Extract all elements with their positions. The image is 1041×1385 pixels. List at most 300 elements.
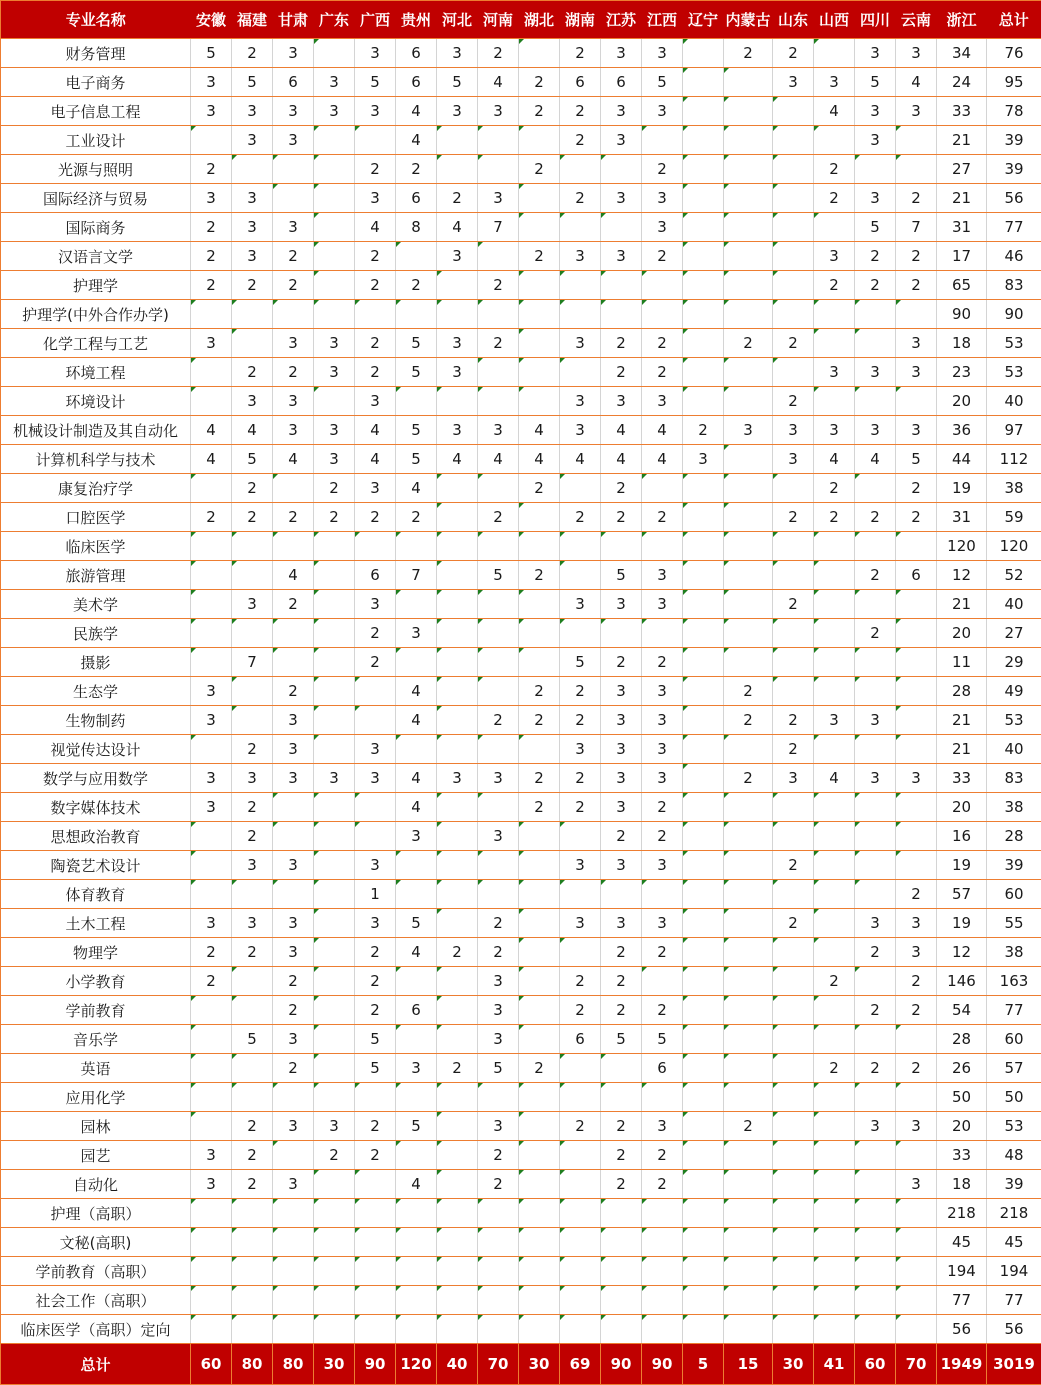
quota-cell[interactable] [683, 996, 724, 1025]
major-name-cell[interactable]: 民族学 [1, 619, 191, 648]
quota-cell[interactable]: 2 [855, 242, 896, 271]
quota-cell[interactable]: 5 [232, 1025, 273, 1054]
quota-cell[interactable] [814, 648, 855, 677]
quota-cell[interactable]: 3 [478, 967, 519, 996]
quota-cell[interactable]: 2 [232, 39, 273, 68]
column-header[interactable]: 湖南 [560, 1, 601, 39]
quota-cell[interactable]: 2 [560, 1112, 601, 1141]
quota-cell[interactable] [437, 1228, 478, 1257]
quota-cell[interactable]: 21 [937, 126, 987, 155]
quota-cell[interactable] [724, 793, 773, 822]
quota-cell[interactable] [191, 358, 232, 387]
quota-cell[interactable]: 2 [560, 503, 601, 532]
quota-cell[interactable]: 3 [314, 445, 355, 474]
quota-cell[interactable]: 2 [724, 764, 773, 793]
quota-cell[interactable]: 3 [437, 764, 478, 793]
quota-cell[interactable] [478, 1199, 519, 1228]
quota-cell[interactable] [601, 532, 642, 561]
quota-cell[interactable]: 2 [355, 967, 396, 996]
quota-cell[interactable] [519, 822, 560, 851]
quota-cell[interactable] [773, 358, 814, 387]
quota-cell[interactable]: 3 [478, 184, 519, 213]
total-cell[interactable]: 90 [642, 1344, 683, 1385]
quota-cell[interactable] [355, 1315, 396, 1344]
quota-cell[interactable] [478, 880, 519, 909]
quota-cell[interactable]: 2 [642, 938, 683, 967]
column-header[interactable]: 广西 [355, 1, 396, 39]
quota-cell[interactable] [519, 358, 560, 387]
quota-cell[interactable]: 3 [773, 68, 814, 97]
quota-cell[interactable] [683, 1054, 724, 1083]
column-header[interactable]: 辽宁 [683, 1, 724, 39]
quota-cell[interactable]: 3 [273, 938, 314, 967]
quota-cell[interactable] [896, 590, 937, 619]
quota-cell[interactable] [773, 1054, 814, 1083]
quota-cell[interactable] [896, 648, 937, 677]
quota-cell[interactable] [683, 880, 724, 909]
quota-cell[interactable]: 52 [987, 561, 1041, 590]
major-name-cell[interactable]: 视觉传达设计 [1, 735, 191, 764]
quota-cell[interactable] [896, 793, 937, 822]
quota-cell[interactable] [478, 1315, 519, 1344]
quota-cell[interactable]: 3 [560, 416, 601, 445]
column-header[interactable]: 江苏 [601, 1, 642, 39]
quota-cell[interactable]: 77 [987, 213, 1041, 242]
quota-cell[interactable]: 6 [560, 68, 601, 97]
quota-cell[interactable]: 3 [601, 764, 642, 793]
quota-cell[interactable] [773, 938, 814, 967]
quota-cell[interactable] [314, 590, 355, 619]
quota-cell[interactable] [601, 1286, 642, 1315]
quota-cell[interactable]: 2 [601, 503, 642, 532]
quota-cell[interactable] [724, 1025, 773, 1054]
quota-cell[interactable] [519, 1083, 560, 1112]
quota-cell[interactable] [314, 938, 355, 967]
quota-cell[interactable]: 4 [478, 445, 519, 474]
quota-cell[interactable]: 2 [773, 387, 814, 416]
quota-cell[interactable] [232, 329, 273, 358]
quota-cell[interactable] [437, 793, 478, 822]
quota-cell[interactable] [642, 532, 683, 561]
quota-cell[interactable]: 194 [987, 1257, 1041, 1286]
quota-cell[interactable] [814, 1170, 855, 1199]
quota-cell[interactable]: 3 [478, 97, 519, 126]
major-name-cell[interactable]: 环境设计 [1, 387, 191, 416]
quota-cell[interactable]: 3 [191, 184, 232, 213]
quota-cell[interactable]: 2 [355, 648, 396, 677]
quota-cell[interactable]: 4 [814, 764, 855, 793]
quota-cell[interactable]: 2 [773, 39, 814, 68]
quota-cell[interactable] [273, 300, 314, 329]
quota-cell[interactable] [519, 967, 560, 996]
quota-cell[interactable]: 2 [560, 706, 601, 735]
quota-cell[interactable] [855, 1199, 896, 1228]
quota-cell[interactable]: 5 [396, 909, 437, 938]
quota-cell[interactable]: 2 [601, 329, 642, 358]
quota-cell[interactable] [814, 213, 855, 242]
quota-cell[interactable] [437, 1315, 478, 1344]
quota-cell[interactable]: 28 [937, 1025, 987, 1054]
quota-cell[interactable] [855, 300, 896, 329]
major-name-cell[interactable]: 护理（高职） [1, 1199, 191, 1228]
quota-cell[interactable]: 3 [191, 1170, 232, 1199]
quota-cell[interactable] [683, 619, 724, 648]
quota-cell[interactable]: 3 [896, 1170, 937, 1199]
quota-cell[interactable] [355, 1286, 396, 1315]
quota-cell[interactable] [437, 1141, 478, 1170]
quota-cell[interactable] [191, 474, 232, 503]
quota-cell[interactable] [314, 706, 355, 735]
quota-cell[interactable]: 39 [987, 126, 1041, 155]
quota-cell[interactable] [773, 1228, 814, 1257]
quota-cell[interactable] [560, 474, 601, 503]
quota-cell[interactable] [683, 532, 724, 561]
quota-cell[interactable] [273, 1083, 314, 1112]
quota-cell[interactable] [814, 1199, 855, 1228]
quota-cell[interactable]: 7 [478, 213, 519, 242]
quota-cell[interactable]: 4 [814, 97, 855, 126]
quota-cell[interactable] [896, 1257, 937, 1286]
quota-cell[interactable]: 2 [232, 1141, 273, 1170]
total-cell[interactable]: 60 [191, 1344, 232, 1385]
quota-cell[interactable] [314, 126, 355, 155]
quota-cell[interactable] [773, 532, 814, 561]
total-cell[interactable]: 41 [814, 1344, 855, 1385]
quota-cell[interactable]: 4 [642, 445, 683, 474]
quota-cell[interactable]: 3 [773, 764, 814, 793]
quota-cell[interactable] [773, 271, 814, 300]
quota-cell[interactable]: 2 [642, 1170, 683, 1199]
quota-cell[interactable] [814, 126, 855, 155]
quota-cell[interactable]: 2 [273, 358, 314, 387]
quota-cell[interactable]: 2 [642, 503, 683, 532]
quota-cell[interactable]: 3 [232, 213, 273, 242]
quota-cell[interactable] [855, 851, 896, 880]
quota-cell[interactable]: 3 [232, 590, 273, 619]
quota-cell[interactable]: 3 [601, 677, 642, 706]
quota-cell[interactable]: 2 [355, 996, 396, 1025]
quota-cell[interactable]: 5 [396, 445, 437, 474]
quota-cell[interactable] [773, 619, 814, 648]
quota-cell[interactable]: 2 [355, 329, 396, 358]
quota-cell[interactable] [519, 1141, 560, 1170]
quota-cell[interactable]: 2 [273, 677, 314, 706]
quota-cell[interactable] [478, 155, 519, 184]
quota-cell[interactable]: 83 [987, 271, 1041, 300]
quota-cell[interactable] [642, 1315, 683, 1344]
quota-cell[interactable]: 2 [560, 677, 601, 706]
quota-cell[interactable] [683, 909, 724, 938]
quota-cell[interactable] [396, 735, 437, 764]
quota-cell[interactable] [855, 735, 896, 764]
quota-cell[interactable] [683, 1170, 724, 1199]
quota-cell[interactable] [191, 735, 232, 764]
quota-cell[interactable]: 3 [273, 1112, 314, 1141]
quota-cell[interactable] [314, 880, 355, 909]
quota-cell[interactable] [314, 1257, 355, 1286]
quota-cell[interactable]: 2 [601, 967, 642, 996]
quota-cell[interactable] [478, 619, 519, 648]
quota-cell[interactable] [191, 648, 232, 677]
quota-cell[interactable] [814, 1286, 855, 1315]
quota-cell[interactable]: 2 [601, 1141, 642, 1170]
quota-cell[interactable] [478, 242, 519, 271]
quota-cell[interactable]: 11 [937, 648, 987, 677]
quota-cell[interactable] [314, 213, 355, 242]
quota-cell[interactable] [773, 1170, 814, 1199]
quota-cell[interactable]: 3 [855, 358, 896, 387]
quota-cell[interactable] [642, 1257, 683, 1286]
quota-cell[interactable]: 3 [601, 706, 642, 735]
quota-cell[interactable] [273, 532, 314, 561]
quota-cell[interactable] [232, 1199, 273, 1228]
quota-cell[interactable] [232, 300, 273, 329]
quota-cell[interactable] [601, 1228, 642, 1257]
quota-cell[interactable] [642, 1199, 683, 1228]
quota-cell[interactable]: 2 [896, 271, 937, 300]
quota-cell[interactable]: 20 [937, 619, 987, 648]
quota-cell[interactable]: 2 [773, 735, 814, 764]
quota-cell[interactable] [478, 590, 519, 619]
quota-cell[interactable] [560, 213, 601, 242]
quota-cell[interactable]: 3 [896, 39, 937, 68]
quota-cell[interactable]: 3 [273, 97, 314, 126]
quota-cell[interactable]: 2 [232, 822, 273, 851]
quota-cell[interactable] [519, 909, 560, 938]
quota-cell[interactable] [314, 677, 355, 706]
quota-cell[interactable]: 4 [396, 938, 437, 967]
quota-cell[interactable] [683, 967, 724, 996]
major-name-cell[interactable]: 思想政治教育 [1, 822, 191, 851]
quota-cell[interactable] [896, 619, 937, 648]
quota-cell[interactable]: 2 [855, 561, 896, 590]
quota-cell[interactable]: 2 [232, 793, 273, 822]
quota-cell[interactable] [814, 1025, 855, 1054]
quota-cell[interactable] [232, 1315, 273, 1344]
total-cell[interactable]: 3019 [987, 1344, 1041, 1385]
quota-cell[interactable]: 3 [601, 909, 642, 938]
quota-cell[interactable] [724, 184, 773, 213]
quota-cell[interactable] [896, 1141, 937, 1170]
quota-cell[interactable]: 2 [519, 97, 560, 126]
quota-cell[interactable]: 2 [896, 242, 937, 271]
quota-cell[interactable] [355, 706, 396, 735]
quota-cell[interactable]: 6 [396, 39, 437, 68]
quota-cell[interactable] [683, 271, 724, 300]
quota-cell[interactable] [273, 1286, 314, 1315]
quota-cell[interactable] [814, 590, 855, 619]
quota-cell[interactable]: 3 [396, 822, 437, 851]
quota-cell[interactable]: 4 [396, 126, 437, 155]
quota-cell[interactable]: 3 [896, 358, 937, 387]
quota-cell[interactable] [683, 97, 724, 126]
quota-cell[interactable] [683, 1083, 724, 1112]
quota-cell[interactable]: 2 [191, 271, 232, 300]
quota-cell[interactable] [355, 1228, 396, 1257]
quota-cell[interactable] [519, 735, 560, 764]
quota-cell[interactable]: 12 [937, 561, 987, 590]
quota-cell[interactable]: 3 [273, 387, 314, 416]
total-cell[interactable]: 15 [724, 1344, 773, 1385]
column-header-major[interactable]: 专业名称 [1, 1, 191, 39]
quota-cell[interactable] [273, 1315, 314, 1344]
quota-cell[interactable] [683, 126, 724, 155]
quota-cell[interactable] [314, 1170, 355, 1199]
quota-cell[interactable] [519, 648, 560, 677]
quota-cell[interactable]: 2 [519, 1054, 560, 1083]
quota-cell[interactable] [396, 1199, 437, 1228]
quota-cell[interactable] [191, 1054, 232, 1083]
quota-cell[interactable] [314, 793, 355, 822]
quota-cell[interactable]: 6 [396, 68, 437, 97]
quota-cell[interactable]: 33 [937, 764, 987, 793]
quota-cell[interactable]: 2 [232, 503, 273, 532]
quota-cell[interactable] [478, 677, 519, 706]
quota-cell[interactable] [560, 1170, 601, 1199]
quota-cell[interactable] [896, 706, 937, 735]
quota-cell[interactable]: 31 [937, 213, 987, 242]
quota-cell[interactable]: 3 [601, 793, 642, 822]
quota-cell[interactable]: 2 [355, 242, 396, 271]
quota-cell[interactable]: 60 [987, 1025, 1041, 1054]
quota-cell[interactable]: 3 [560, 329, 601, 358]
quota-cell[interactable]: 3 [314, 329, 355, 358]
quota-cell[interactable]: 2 [191, 242, 232, 271]
quota-cell[interactable]: 2 [191, 155, 232, 184]
quota-cell[interactable] [814, 300, 855, 329]
quota-cell[interactable] [314, 532, 355, 561]
quota-cell[interactable] [191, 1315, 232, 1344]
quota-cell[interactable]: 3 [896, 909, 937, 938]
quota-cell[interactable] [314, 735, 355, 764]
quota-cell[interactable] [560, 1228, 601, 1257]
quota-cell[interactable] [896, 387, 937, 416]
quota-cell[interactable] [683, 851, 724, 880]
quota-cell[interactable] [232, 1228, 273, 1257]
quota-cell[interactable]: 5 [191, 39, 232, 68]
column-header[interactable]: 总计 [987, 1, 1041, 39]
quota-cell[interactable]: 3 [437, 416, 478, 445]
quota-cell[interactable]: 3 [601, 387, 642, 416]
quota-cell[interactable]: 2 [560, 97, 601, 126]
quota-cell[interactable] [396, 590, 437, 619]
column-header[interactable]: 内蒙古 [724, 1, 773, 39]
quota-cell[interactable] [437, 1025, 478, 1054]
quota-cell[interactable]: 2 [478, 271, 519, 300]
total-label[interactable]: 总计 [1, 1344, 191, 1385]
quota-cell[interactable]: 2 [396, 271, 437, 300]
quota-cell[interactable] [683, 648, 724, 677]
quota-cell[interactable]: 3 [273, 764, 314, 793]
quota-cell[interactable] [773, 242, 814, 271]
quota-cell[interactable] [191, 532, 232, 561]
quota-cell[interactable] [232, 677, 273, 706]
quota-cell[interactable] [683, 735, 724, 764]
quota-cell[interactable]: 50 [987, 1083, 1041, 1112]
total-cell[interactable]: 90 [601, 1344, 642, 1385]
quota-cell[interactable]: 3 [814, 706, 855, 735]
quota-cell[interactable]: 3 [437, 358, 478, 387]
quota-cell[interactable] [855, 1286, 896, 1315]
quota-cell[interactable] [855, 474, 896, 503]
quota-cell[interactable] [773, 474, 814, 503]
quota-cell[interactable] [437, 1170, 478, 1199]
quota-cell[interactable]: 2 [855, 1054, 896, 1083]
quota-cell[interactable] [437, 1286, 478, 1315]
quota-cell[interactable] [855, 155, 896, 184]
quota-cell[interactable] [896, 677, 937, 706]
quota-cell[interactable] [437, 677, 478, 706]
quota-cell[interactable]: 3 [642, 39, 683, 68]
quota-cell[interactable]: 3 [855, 39, 896, 68]
quota-cell[interactable] [560, 300, 601, 329]
quota-cell[interactable]: 3 [814, 416, 855, 445]
quota-cell[interactable]: 3 [232, 387, 273, 416]
quota-cell[interactable] [683, 793, 724, 822]
column-header[interactable]: 甘肃 [273, 1, 314, 39]
quota-cell[interactable]: 6 [896, 561, 937, 590]
quota-cell[interactable] [355, 1083, 396, 1112]
quota-cell[interactable]: 77 [987, 1286, 1041, 1315]
quota-cell[interactable]: 2 [478, 39, 519, 68]
major-name-cell[interactable]: 生态学 [1, 677, 191, 706]
quota-cell[interactable] [855, 1315, 896, 1344]
quota-cell[interactable] [724, 1315, 773, 1344]
quota-cell[interactable] [560, 822, 601, 851]
quota-cell[interactable]: 3 [642, 909, 683, 938]
quota-cell[interactable] [560, 358, 601, 387]
quota-cell[interactable]: 4 [396, 1170, 437, 1199]
quota-cell[interactable]: 2 [560, 764, 601, 793]
quota-cell[interactable] [814, 1141, 855, 1170]
quota-cell[interactable] [855, 822, 896, 851]
quota-cell[interactable]: 2 [396, 503, 437, 532]
quota-cell[interactable] [814, 532, 855, 561]
quota-cell[interactable]: 54 [937, 996, 987, 1025]
quota-cell[interactable]: 16 [937, 822, 987, 851]
quota-cell[interactable]: 218 [987, 1199, 1041, 1228]
quota-cell[interactable]: 3 [355, 184, 396, 213]
quota-cell[interactable]: 5 [355, 1025, 396, 1054]
quota-cell[interactable]: 5 [396, 416, 437, 445]
quota-cell[interactable] [855, 329, 896, 358]
quota-cell[interactable] [724, 1199, 773, 1228]
column-header[interactable]: 河北 [437, 1, 478, 39]
quota-cell[interactable]: 2 [724, 1112, 773, 1141]
quota-cell[interactable]: 2 [232, 271, 273, 300]
quota-cell[interactable]: 3 [273, 851, 314, 880]
quota-cell[interactable]: 3 [191, 793, 232, 822]
quota-cell[interactable] [724, 561, 773, 590]
quota-cell[interactable] [232, 619, 273, 648]
quota-cell[interactable] [232, 880, 273, 909]
quota-cell[interactable] [724, 1170, 773, 1199]
quota-cell[interactable]: 97 [987, 416, 1041, 445]
quota-cell[interactable] [396, 1315, 437, 1344]
quota-cell[interactable]: 77 [987, 996, 1041, 1025]
quota-cell[interactable]: 3 [560, 909, 601, 938]
major-name-cell[interactable]: 机械设计制造及其自动化 [1, 416, 191, 445]
quota-cell[interactable] [773, 648, 814, 677]
quota-cell[interactable]: 12 [937, 938, 987, 967]
quota-cell[interactable]: 34 [937, 39, 987, 68]
quota-cell[interactable]: 2 [273, 967, 314, 996]
quota-cell[interactable]: 3 [191, 706, 232, 735]
quota-cell[interactable]: 2 [191, 938, 232, 967]
quota-cell[interactable]: 3 [273, 213, 314, 242]
quota-cell[interactable]: 2 [314, 1141, 355, 1170]
quota-cell[interactable]: 2 [642, 648, 683, 677]
